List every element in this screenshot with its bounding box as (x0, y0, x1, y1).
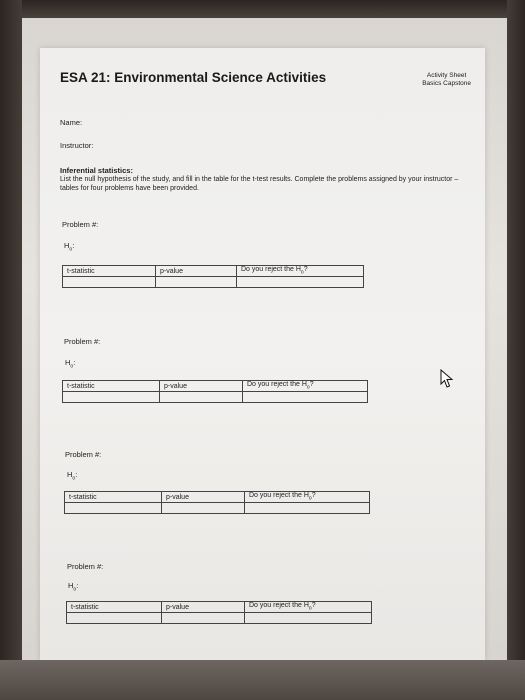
h-colon: : (72, 241, 75, 250)
table-row (63, 392, 368, 403)
problem-4-results-table (66, 601, 372, 624)
problem-4-hypothesis-label[interactable] (68, 581, 78, 593)
t-statistic-cell[interactable] (67, 613, 162, 624)
monitor-bezel-right (507, 0, 525, 700)
table-row (65, 492, 370, 503)
p-value-cell[interactable] (162, 503, 245, 514)
problem-4-label: Problem #: (67, 562, 104, 571)
col-sub: o (306, 384, 310, 391)
col-sub: o (308, 495, 312, 502)
p-value-cell[interactable] (156, 277, 237, 288)
instructor-field-label[interactable]: Instructor: (60, 141, 94, 150)
t-statistic-header (67, 602, 162, 613)
reject-cell[interactable] (237, 277, 364, 288)
reject-header (243, 381, 368, 392)
problem-1-hypothesis-label[interactable] (64, 241, 74, 253)
t-statistic-cell[interactable] (63, 392, 160, 403)
t-statistic-header (63, 381, 160, 392)
monitor-bezel-top (0, 0, 525, 18)
reject-cell[interactable] (245, 503, 370, 514)
h-sub: o (73, 586, 77, 593)
table-row (65, 503, 370, 514)
monitor-bezel-left (0, 0, 22, 700)
h-letter: H (67, 470, 73, 479)
screen (22, 18, 507, 660)
reject-header (237, 266, 364, 277)
t-statistic-header (65, 492, 162, 503)
col-label: t-statistic (71, 603, 99, 611)
p-value-header (160, 381, 243, 392)
name-field-label[interactable]: Name: (60, 118, 83, 127)
p-value-cell[interactable] (162, 613, 245, 624)
reject-header (245, 602, 372, 613)
col-sub: o (300, 269, 304, 276)
col-q: ? (303, 266, 308, 274)
col-sub: o (308, 605, 312, 612)
col-q: ? (309, 381, 314, 389)
corner-line-2: Basics Capstone (422, 80, 471, 87)
t-statistic-cell[interactable] (63, 277, 156, 288)
h-letter: H (65, 358, 71, 367)
corner-label (422, 72, 471, 88)
activity-sheet (40, 48, 485, 660)
t-statistic-header (63, 266, 156, 277)
document-title: ESA 21: Environmental Science Activities (60, 70, 327, 85)
col-label: p-value (166, 493, 189, 501)
problem-2-results-table (62, 380, 368, 403)
problem-2-label: Problem #: (64, 337, 101, 346)
col-label: Do you reject the H (247, 381, 307, 389)
h-colon: : (75, 470, 78, 479)
h-colon: : (76, 581, 79, 590)
h-sub: o (70, 363, 74, 370)
instructions-text: List the null hypothesis of the study, and fill in the table for the t-test results. Complete the problems assigned by your instructor – tables for four problems have been provided. (60, 176, 459, 192)
table-row (67, 613, 372, 624)
table-row (63, 381, 368, 392)
problem-3-label: Problem #: (65, 450, 102, 459)
h-colon: : (73, 358, 76, 367)
col-label: Do you reject the H (249, 602, 309, 610)
p-value-cell[interactable] (160, 392, 243, 403)
reject-cell[interactable] (243, 392, 368, 403)
problem-1-label: Problem #: (62, 220, 99, 229)
problem-3-hypothesis-label[interactable] (67, 470, 77, 482)
corner-line-1: Activity Sheet (426, 72, 467, 79)
col-label: Do you reject the H (249, 492, 309, 500)
table-row (63, 266, 364, 277)
table-row (63, 277, 364, 288)
problem-2-hypothesis-label[interactable] (65, 358, 75, 370)
col-label: Do you reject the H (241, 266, 301, 274)
reject-cell[interactable] (245, 613, 372, 624)
monitor-bezel-bottom (0, 660, 525, 700)
problem-1-results-table (62, 265, 364, 288)
col-q: ? (311, 492, 316, 500)
section-title: Inferential statistics: (60, 166, 133, 175)
col-q: ? (311, 602, 316, 610)
table-row (67, 602, 372, 613)
problem-3-results-table (64, 491, 370, 514)
reject-header (245, 492, 370, 503)
h-sub: o (69, 246, 73, 253)
col-label: p-value (164, 382, 187, 390)
col-label: p-value (160, 267, 183, 275)
h-letter: H (64, 241, 70, 250)
h-sub: o (72, 475, 76, 482)
col-label: t-statistic (69, 493, 97, 501)
p-value-header (162, 602, 245, 613)
h-letter: H (68, 581, 74, 590)
t-statistic-cell[interactable] (65, 503, 162, 514)
col-label: p-value (166, 603, 189, 611)
col-label: t-statistic (67, 267, 95, 275)
p-value-header (156, 266, 237, 277)
col-label: t-statistic (67, 382, 95, 390)
mouse-pointer-icon (440, 369, 454, 394)
p-value-header (162, 492, 245, 503)
